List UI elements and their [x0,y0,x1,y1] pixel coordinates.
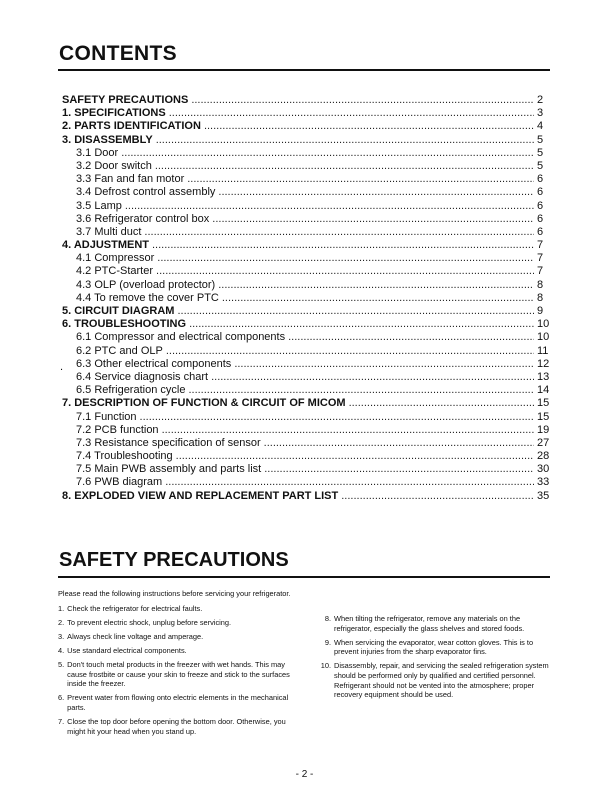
safety-item-text: To prevent electric shock, unplug before servicing. [67,617,232,627]
toc-entry-page: 7 [537,239,544,252]
toc-entry-label: 1. SPECIFICATIONS [62,107,166,120]
safety-item [58,618,302,628]
toc-entry[interactable] [62,134,551,147]
toc-dot-leader [349,397,534,410]
safety-item [316,661,556,699]
safety-item-number: 9. [324,637,331,647]
toc-entry-label: 4. ADJUSTMENT [62,239,149,252]
toc-entry-label: 3.2 Door switch [76,159,152,172]
toc-entry-page: 27 [537,436,550,449]
toc-entry-page: 33 [537,476,550,489]
toc-entry-label: 3.1 Door [76,146,119,159]
toc-entry[interactable] [62,490,551,503]
toc-entry-page: 9 [537,305,544,317]
toc-entry-page: 6 [537,186,544,199]
toc-entry[interactable] [62,345,551,358]
toc-dot-leader [165,476,534,489]
toc-dot-leader [166,345,534,358]
contents-title: CONTENTS [59,42,177,65]
contents-title-underline [58,69,550,71]
toc-entry-page: 14 [537,384,550,397]
toc-dot-leader [176,450,534,463]
safety-item-text: Don't touch metal products in the freezer with wet hands. This may cause frostbite or cause your skin to freeze and stick to the surfaces inside the freezer. [67,659,290,689]
safety-left-column [58,589,302,741]
safety-right-column [316,614,556,704]
toc-entry[interactable] [62,279,551,292]
toc-entry-page: 30 [537,463,550,476]
safety-item-number: 7. [58,716,65,726]
toc-entry-page: 6 [537,225,544,238]
toc-entry-label: 6.3 Other electrical components [76,357,232,370]
toc-dot-leader [157,252,534,265]
safety-item-number: 1. [58,603,65,613]
safety-precautions-title: SAFETY PRECAUTIONS [59,549,289,571]
toc-entry-page: 7 [537,252,544,265]
toc-entry-label: 3.6 Refrigerator control box [76,212,210,225]
safety-title-underline [58,576,550,578]
safety-item-number: 5. [58,659,65,669]
toc-entry[interactable] [62,94,551,107]
toc-entry[interactable] [62,358,551,371]
toc-dot-leader [189,318,534,331]
toc-entry[interactable] [62,463,551,476]
toc-dot-leader [211,371,534,384]
toc-entry[interactable] [62,318,551,331]
toc-entry-page: 35 [537,489,550,502]
toc-entry[interactable] [62,173,551,186]
toc-entry-label: SAFETY PRECAUTIONS [62,94,189,106]
toc-entry[interactable] [62,305,551,318]
toc-entry-page: 15 [537,397,550,410]
toc-entry[interactable] [62,450,551,463]
toc-dot-leader [288,331,534,344]
toc-entry-page: 8 [537,291,544,304]
stray-mark: . [60,361,64,373]
toc-entry-page: 4 [537,120,544,133]
toc-dot-leader [177,305,534,318]
toc-entry[interactable] [62,331,551,344]
safety-item-number: 10. [320,661,331,671]
toc-entry[interactable] [62,437,551,450]
toc-dot-leader [187,173,534,186]
safety-item-text: When servicing the evaporator, wear cotton gloves. This is to prevent injuries from the sharp evaporator fins. [334,637,534,657]
toc-entry-label: 7.4 Troubleshooting [76,450,173,463]
toc-entry[interactable] [62,239,551,252]
toc-entry-page: 13 [537,370,550,383]
toc-entry[interactable] [62,252,551,265]
toc-dot-leader [155,160,534,173]
toc-entry-label: 3.3 Fan and fan motor [76,173,185,186]
toc-entry[interactable] [62,213,551,226]
toc-entry-page: 8 [537,278,544,291]
safety-item-text: Disassembly, repair, and servicing the sealed refrigeration system should be performed only by qualified and certified personnel. Refrigerant should not be vented into the atmosphere; proper recovery equipment should be used. [334,661,549,700]
safety-item-text: Use standard electrical components. [67,645,187,655]
toc-entry-page: 6 [537,173,544,186]
safety-item-number: 6. [58,693,65,703]
safety-item [58,717,302,736]
toc-entry-label: 3.7 Multi duct [76,225,142,238]
toc-entry[interactable] [62,371,551,384]
safety-item [316,614,556,633]
toc-entry-label: 4.4 To remove the cover PTC [76,291,219,304]
toc-entry-label: 4.1 Compressor [76,252,155,265]
toc-entry-page: 12 [537,357,550,370]
toc-dot-leader [121,147,534,160]
safety-item [316,638,556,657]
safety-item-text: Always check line voltage and amperage. [67,631,204,641]
toc-entry-label: 4.3 OLP (overload protector) [76,278,216,291]
toc-dot-leader [156,134,534,147]
toc-entry-page: 2 [537,94,544,106]
toc-dot-leader [218,279,534,292]
safety-item [58,693,302,712]
toc-dot-leader [222,292,534,305]
toc-dot-leader [204,120,534,133]
table-of-contents [62,94,551,503]
toc-dot-leader [212,213,534,226]
toc-entry-label: 8. EXPLODED VIEW AND REPLACEMENT PART LIST [62,489,339,502]
toc-entry-page: 7 [537,265,544,278]
toc-entry-label: 3.4 Defrost control assembly [76,186,216,199]
toc-entry-page: 3 [537,107,544,120]
safety-intro: Please read the following instructions before servicing your refrigerator. [58,589,291,598]
toc-entry[interactable] [62,107,551,120]
toc-entry-label: 7.5 Main PWB assembly and parts list [76,463,262,476]
toc-entry-label: 6.2 PTC and OLP [76,344,163,357]
toc-entry[interactable] [62,384,551,397]
toc-entry-label: 6. TROUBLESHOOTING [62,318,187,331]
toc-entry[interactable] [62,200,551,213]
toc-entry-label: 6.4 Service diagnosis chart [76,370,209,383]
toc-dot-leader [156,265,534,278]
toc-dot-leader [341,490,534,503]
toc-entry-label: 7.6 PWB diagram [76,476,163,489]
toc-entry-page: 5 [537,146,544,159]
toc-entry[interactable] [62,265,551,278]
safety-item [58,632,302,642]
toc-entry[interactable] [62,411,551,424]
toc-entry-label: 7.2 PCB function [76,423,159,436]
toc-dot-leader [169,107,534,120]
toc-entry[interactable] [62,397,551,410]
toc-entry[interactable] [62,292,551,305]
toc-entry-label: 4.2 PTC-Starter [76,265,154,278]
safety-item-text: Prevent water from flowing onto electric elements in the mechanical parts. [67,693,289,712]
toc-entry[interactable] [62,147,551,160]
safety-item-number: 2. [58,617,65,627]
toc-entry[interactable] [62,476,551,489]
toc-entry-page: 15 [537,410,550,423]
page-number: - 2 - [295,769,314,780]
toc-dot-leader [264,437,534,450]
toc-dot-leader [162,424,534,437]
toc-dot-leader [125,200,534,213]
safety-item-text: When tilting the refrigerator, remove any materials on the refrigerator, especially the glass shelves and stored foods. [334,614,525,633]
safety-item-number: 3. [58,631,65,641]
toc-entry-label: 3. DISASSEMBLY [62,133,153,146]
toc-entry[interactable] [62,186,551,199]
safety-item [58,604,302,614]
toc-dot-leader [188,384,534,397]
toc-entry-label: 6.1 Compressor and electrical components [76,331,286,344]
safety-item-number: 8. [324,614,331,623]
toc-dot-leader [234,358,534,371]
toc-dot-leader [218,186,534,199]
toc-entry-page: 5 [537,133,544,146]
toc-dot-leader [152,239,534,252]
toc-entry-page: 6 [537,212,544,225]
toc-entry-page: 11 [537,344,549,357]
toc-entry-label: 3.5 Lamp [76,199,122,212]
toc-dot-leader [140,411,534,424]
toc-entry-page: 5 [537,159,544,172]
toc-dot-leader [144,226,534,239]
toc-entry-label: 7.3 Resistance specification of sensor [76,436,261,449]
toc-dot-leader [264,463,534,476]
toc-entry-label: 5. CIRCUIT DIAGRAM [62,305,175,317]
safety-item-text: Check the refrigerator for electrical faults. [67,603,203,613]
safety-item-text: Close the top door before opening the bottom door. Otherwise, you might hit your head when you stand up. [67,716,286,736]
toc-entry-label: 7.1 Function [76,410,137,423]
toc-entry-label: 2. PARTS IDENTIFICATION [62,120,201,133]
toc-entry-page: 10 [537,318,550,331]
toc-entry[interactable] [62,424,551,437]
safety-item [58,660,302,689]
toc-entry-page: 10 [537,331,550,344]
toc-entry[interactable] [62,160,551,173]
toc-dot-leader [191,94,534,107]
toc-entry-label: 7. DESCRIPTION OF FUNCTION & CIRCUIT OF MICOM [62,397,346,410]
safety-item [58,646,302,656]
toc-entry[interactable] [62,120,551,133]
toc-entry-label: 6.5 Refrigeration cycle [76,384,186,397]
safety-item-number: 4. [58,645,65,655]
toc-entry-page: 19 [537,423,550,436]
toc-entry[interactable] [62,226,551,239]
toc-entry-page: 28 [537,450,550,463]
toc-entry-page: 6 [537,199,544,212]
